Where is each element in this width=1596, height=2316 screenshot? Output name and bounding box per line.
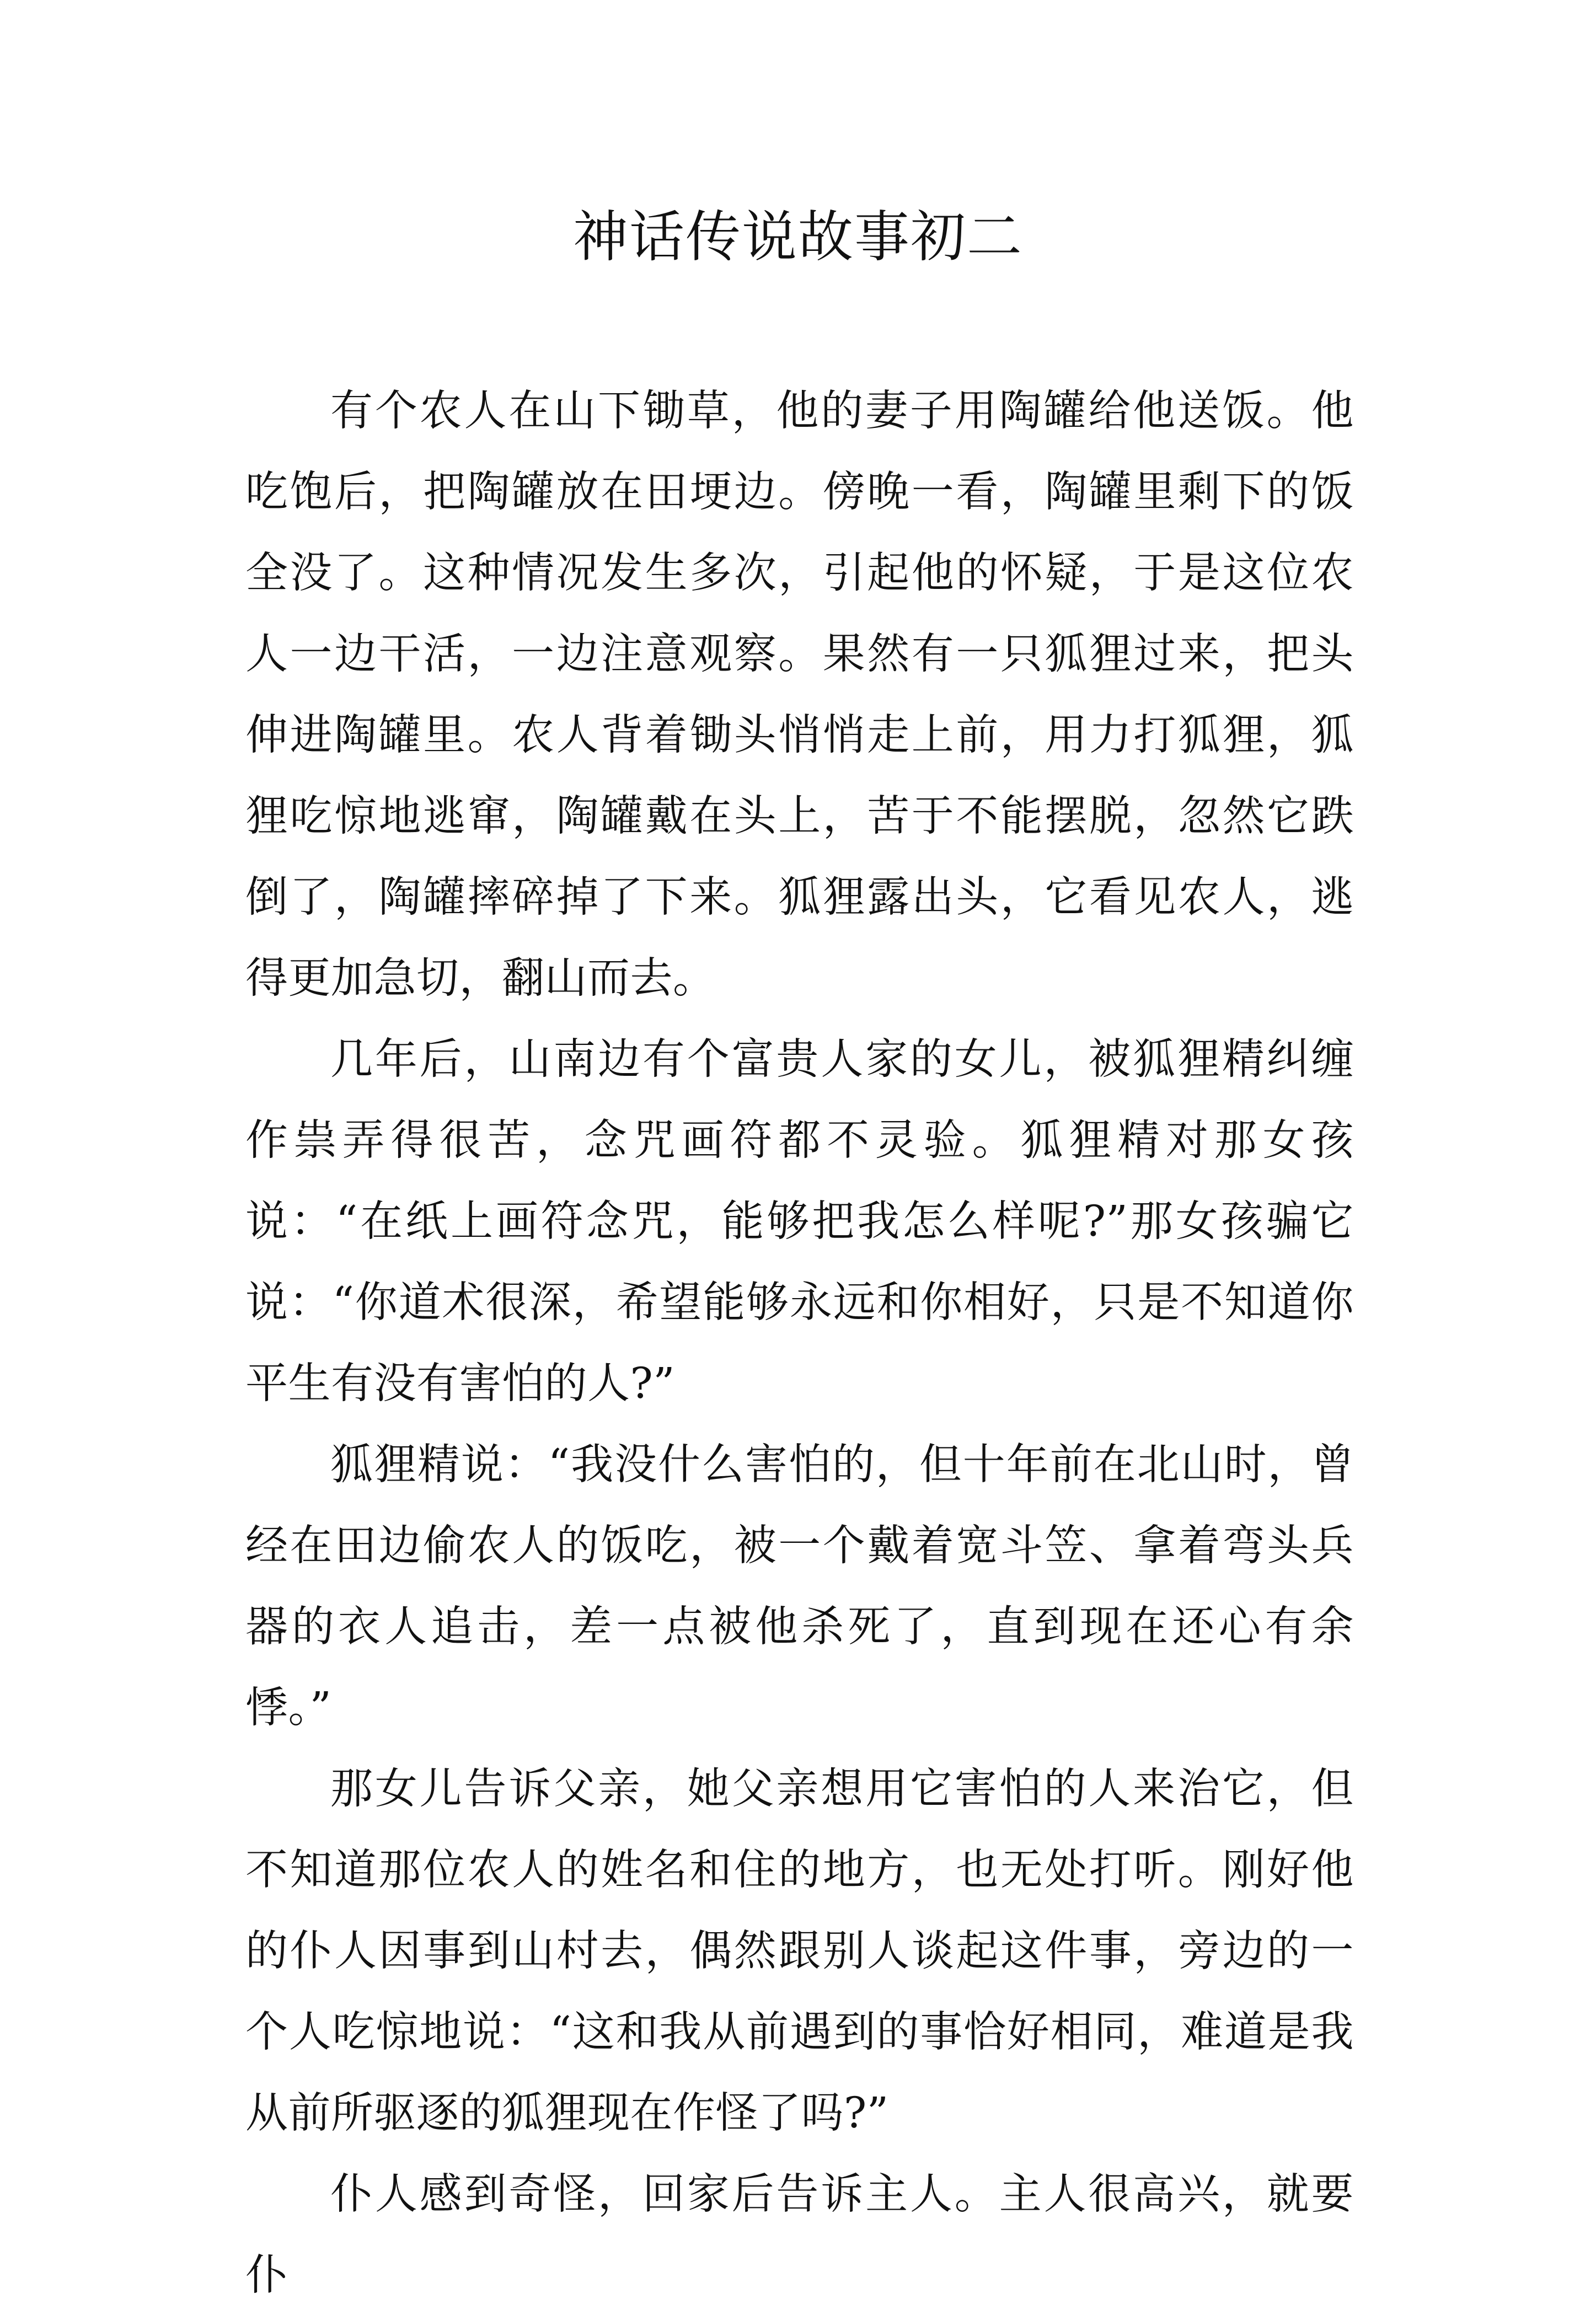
document-title: 神话传说故事初二 bbox=[573, 205, 1023, 269]
paragraph-5: 仆人感到奇怪，回家后告诉主人。主人很高兴，就要仆 bbox=[245, 2170, 1354, 2300]
paragraph-4: 那女儿告诉父亲，她父亲想用它害怕的人来治它，但不知道那位农人的姓名和住的地方，也无处打听。刚好他的仆人因事到山村去，偶然跟别人谈起这件事，旁边的一个人吃惊地说：“这和我从前遇到的事恰好相同，难道是我从前所驱逐的狐狸现在作怪了吗?” bbox=[245, 1765, 1354, 2138]
paragraph-3: 狐狸精说：“我没什么害怕的，但十年前在北山时，曾经在田边偷农人的饭吃，被一个戴着宽斗笠、拿着弯头兵器的衣人追击，差一点被他杀死了，直到现在还心有余悸。” bbox=[245, 1440, 1354, 1733]
document-body bbox=[245, 371, 1354, 2316]
paragraph-2: 几年后，山南边有个富贵人家的女儿，被狐狸精纠缠作祟弄得很苦，念咒画符都不灵验。狐狸精对那女孩说：“在纸上画符念咒，能够把我怎么样呢?”那女孩骗它说：“你道术很深，希望能够永远和你相好，只是不知道你平生有没有害怕的人?” bbox=[245, 1035, 1354, 1408]
paragraph-1: 有个农人在山下锄草，他的妻子用陶罐给他送饭。他吃饱后，把陶罐放在田埂边。傍晚一看，陶罐里剩下的饭全没了。这种情况发生多次，引起他的怀疑，于是这位农人一边干活，一边注意观察。果然有一只狐狸过来，把头伸进陶罐里。农人背着锄头悄悄走上前，用力打狐狸，狐狸吃惊地逃窜，陶罐戴在头上，苦于不能摆脱，忽然它跌倒了，陶罐摔碎掉了下来。狐狸露出头，它看见农人，逃得更加急切，翻山而去。 bbox=[245, 387, 1354, 1003]
